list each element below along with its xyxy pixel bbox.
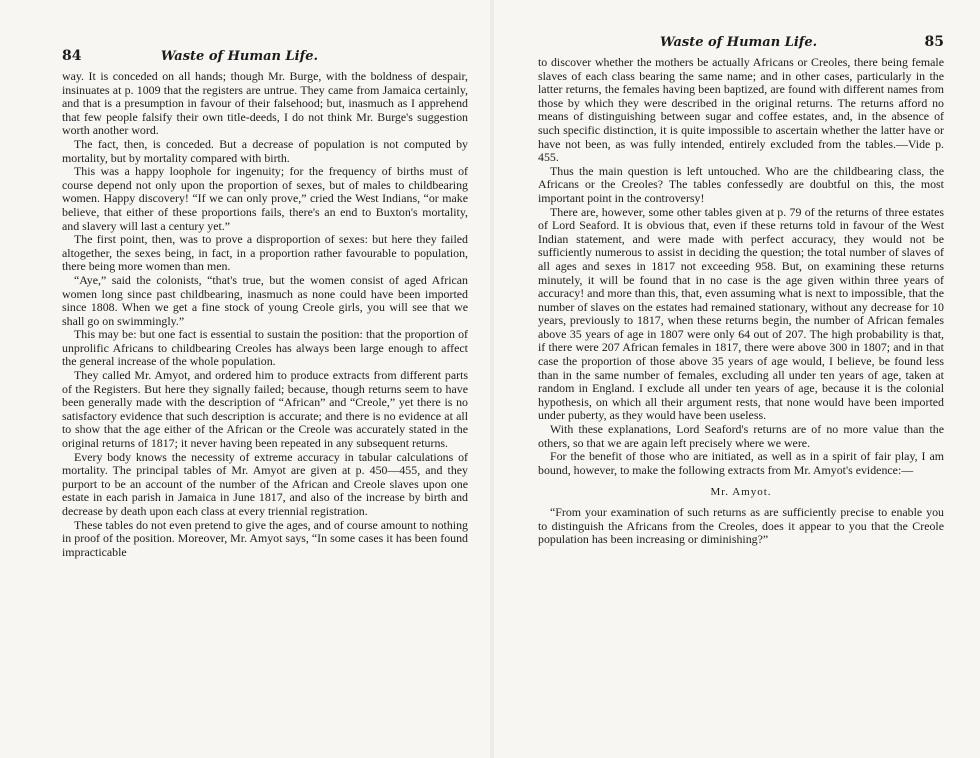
left-running-head bbox=[62, 48, 468, 68]
paragraph: With these explanations, Lord Seaford's returns are of no more value than the others, so that we are again left precisely where we were. bbox=[538, 422, 944, 450]
paragraph: They called Mr. Amyot, and ordered him to produce extracts from different parts of the Registers. But here they signally failed; because, though returns seem to have been generally made with the description of “African” and “Creole,” yet there is no satisfactory evidence that such description is accurate; and there is no evidence at all to show that the age either of the African or the Creole was accurately stated in the original returns of 1817; it never having been repeated in any subsequent returns. bbox=[62, 368, 468, 451]
right-page bbox=[492, 0, 980, 758]
paragraph: These tables do not even pretend to give the ages, and of course amount to nothing in proof of the position. Moreover, Mr. Amyot says, “In some cases it has been found impracticable bbox=[62, 517, 468, 559]
paragraph: to discover whether the mothers be actually Africans or Creoles, there being female slaves of each class bearing the same name; and in other cases, particularly in the latter returns, the females having been baptized, are found with different names from those by which they were described in the original returns. The returns afford no means of distinguishing between sugar and coffee estates, and, in the absence of such specific distinction, it is quite impossible to ascertain whether the latter have or have not been, as was fully intended, entirely excluded from the tables.—Vide p. 455. bbox=[538, 55, 944, 165]
paragraph: way. It is conceded on all hands; though Mr. Burge, with the boldness of despair, insinuates at p. 1009 that the registers are untrue. They came from Jamaica certainly, and that is a presumption in favour of their falsehood; but, inasmuch as I apprehend that few people falsify their own title-deeds, I do not think Mr. Burge's suggestion worth another word. bbox=[62, 69, 468, 138]
right-page-body bbox=[538, 56, 944, 547]
paragraph: Thus the main question is left untouched. Who are the childbearing class, the Africans or the Creoles? The tables confessedly are doubtful on this, the most important point in the controversy! bbox=[538, 163, 944, 205]
left-page-body bbox=[62, 70, 468, 559]
paragraph: There are, however, some other tables given at p. 79 of the returns of three estates of Lord Seaford. It is obvious that, even if these returns told in favour of the West Indian statement, and were made with perfect accuracy, they would not be sufficiently numerous to assist in deciding the question; the total number of slaves of all ages and sexes in 1817 not exceeding 958. But, on examining these returns minutely, it will be found that in no case is the age given within three years of accuracy! and more than this, that, even assuming what is next to impossible, that the number of slaves on the estates had remained stationary, without any decrease for 10 years, previously to 1817, when these returns begin, the number of African females above 35 years of age in 1807 were only 64 out of 207. The high probability is that, if there were 207 African females in 1817, there were above 300 in 1807; and in that case the proportion of those above 35 years of age would, I believe, be found less than in the same number of females, excluding all under ten years of age, taken at random in England. I exclude all under ten years of age, because it is the colonial hypothesis, on which all their argument rests, that none would have been imported under puberty, as they would have been useless. bbox=[538, 204, 944, 423]
paragraph: The fact, then, is conceded. But a decrease of population is not computed by mortality, but by mortality compared with birth. bbox=[62, 136, 468, 165]
section-heading: Mr. Amyot. bbox=[710, 486, 772, 499]
quotation: “From your examination of such returns as are sufficiently precise to enable you to distinguish the Africans from the Creoles, does it appear to you that the Creole population has been increasing or diminishing?” bbox=[538, 505, 944, 547]
paragraph: “Aye,” said the colonists, “that's true, but the women consist of aged African women long since past childbearing, inasmuch as none could have been imported since 1808. When we get a fine stock of young Creole girls, you will see that we shall go on swimmingly.” bbox=[62, 272, 468, 328]
right-running-head bbox=[538, 34, 944, 54]
paragraph: Every body knows the necessity of extreme accuracy in tabular calculations of mortality. The principal tables of Mr. Amyot are given at p. 450—455, and they purport to be an account of the number of the African and Creole slaves upon one estate in each parish in Jamaica in June 1817, and also of the increase by birth and decrease by death upon each class at every triennial registration. bbox=[62, 449, 468, 518]
paragraph: For the benefit of those who are initiated, as well as in a spirit of fair play, I am bound, however, to make the following extracts from Mr. Amyot's evidence:— bbox=[538, 449, 944, 477]
paragraph: This was a happy loophole for ingenuity; for the frequency of births must of course depend not only upon the proportion of sexes, but of males to childbearing women. Happy discovery! “If we can only prove,” cried the West Indians, “or make believe, that either of these proportions fails, there's an end to Buxton's mortality, and slavery will last a century yet.” bbox=[62, 164, 468, 233]
paragraph: This may be: but one fact is essential to sustain the position: that the proportion of unprolific Africans to childbearing Creoles has always been large enough to affect the general increase of the whole population. bbox=[62, 327, 468, 369]
paragraph: The first point, then, was to prove a disproportion of sexes: but here they failed altogether, the sexes being, in fact, in a proportion rather favourable to population, there being more women than men. bbox=[62, 232, 468, 274]
right-page-number: 85 bbox=[924, 34, 944, 50]
left-page-number: 84 bbox=[62, 48, 82, 64]
right-running-title: Waste of Human Life. bbox=[660, 35, 818, 50]
left-running-title: Waste of Human Life. bbox=[160, 49, 318, 64]
